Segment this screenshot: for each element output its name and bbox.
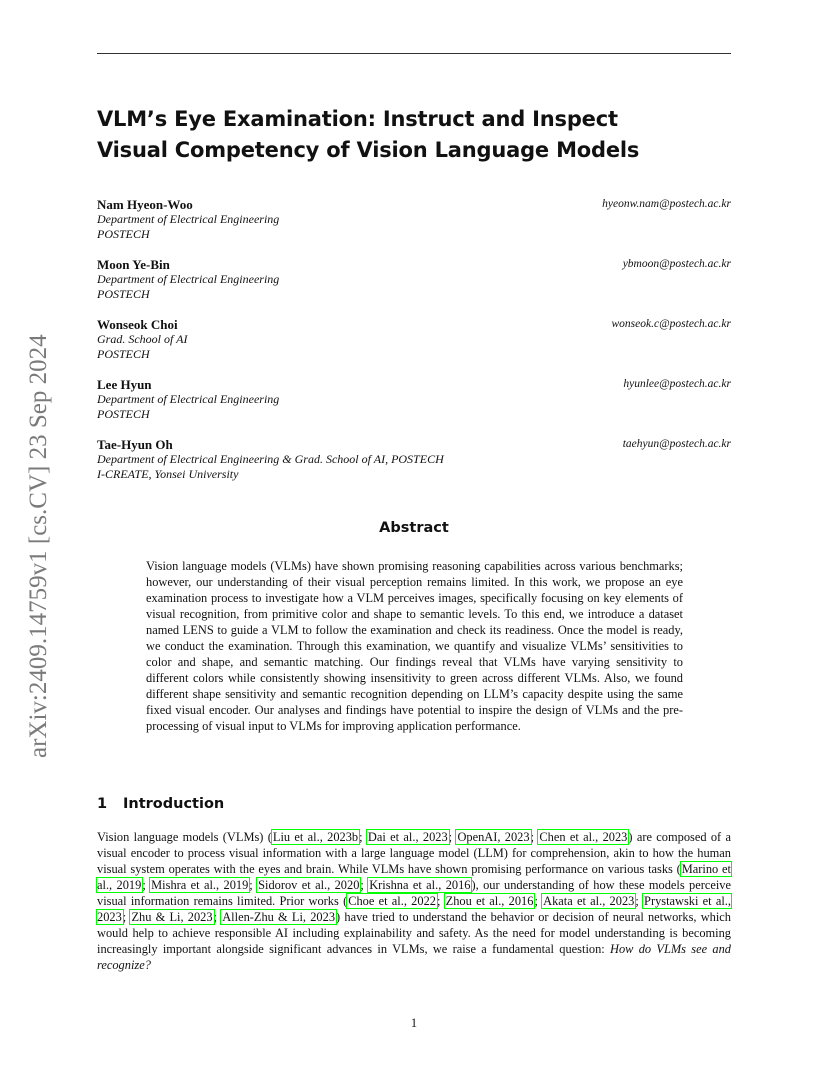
author-block — [97, 377, 731, 422]
author-affiliation: Department of Electrical Engineering — [97, 392, 280, 406]
abstract-heading: Abstract — [379, 520, 449, 536]
author-affiliation: Department of Electrical Engineering — [97, 272, 280, 286]
author-email[interactable]: wonseok.c@postech.ac.kr — [611, 318, 731, 330]
author-affiliation: Department of Electrical Engineering & Grad. School of AI, POSTECH — [97, 452, 444, 466]
citation-link[interactable]: Zhu & Li, 2023 — [131, 910, 213, 924]
author-email[interactable]: hyeonw.nam@postech.ac.kr — [602, 198, 731, 210]
arxiv-stamp[interactable]: arXiv:2409.14759v1 [cs.CV] 23 Sep 2024 — [25, 334, 52, 758]
intro-text: ; — [534, 894, 543, 908]
citation-link[interactable]: Liu et al., 2023b — [272, 830, 359, 844]
author-email[interactable]: taehyun@postech.ac.kr — [622, 438, 731, 450]
author-name: Wonseok Choi — [97, 317, 178, 332]
introduction-paragraph — [97, 829, 731, 973]
abstract-text: Vision language models (VLMs) have shown promising reasoning capabilities across various benchmarks; however, our understanding of their visual perception remains limited. In this work, we propose an eye examination process to investigate how a VLM perceives images, specifically focusing on key elements of visual recognition, from primitive color and shape to semantic levels. To this end, we introduce a dataset named LENS to guide a VLM to follow the examination and check its readiness. Once the model is ready, we conduct the examination. Through this examination, we quantify and visualize VLMs’ sensitivities to color and shape, and semantic matching. Our findings reveal that VLMs have varying sensitivity to different colors while consistently showing insensitivity to green across different VLMs. Also, we found different shape sensitivity and semantic recognition depending on LLM’s capacity despite using the same fixed visual encoder. Our analyses and findings have potential to inspire the design of VLMs and the pre-processing of visual input to VLMs for improving application performance. — [146, 559, 683, 733]
author-block — [97, 197, 731, 242]
page-number: 1 — [410, 1016, 418, 1030]
citation-link[interactable]: Sidorov et al., 2020 — [258, 878, 360, 892]
author-institution: I-CREATE, Yonsei University — [97, 467, 239, 481]
author-email[interactable]: ybmoon@postech.ac.kr — [622, 258, 731, 270]
citation-link[interactable]: Allen-Zhu & Li, 2023 — [222, 910, 336, 924]
intro-text: ; — [530, 830, 539, 844]
citation-link[interactable]: Zhou et al., 2016 — [445, 894, 534, 908]
author-email[interactable]: hyunlee@postech.ac.kr — [623, 378, 731, 390]
citation-link[interactable]: Marino et al., 2019 — [97, 862, 731, 892]
author-name: Moon Ye-Bin — [97, 257, 170, 272]
citation-link[interactable]: Chen et al., 2023 — [539, 830, 628, 844]
header-rule — [97, 53, 731, 54]
intro-text: ; — [448, 830, 457, 844]
intro-text: ; — [359, 830, 367, 844]
citation-link[interactable]: Prystawski et al., 2023 — [97, 894, 732, 924]
section-heading — [97, 796, 224, 812]
citation-link[interactable]: OpenAI, 2023 — [457, 830, 530, 844]
author-affiliation: Grad. School of AI — [97, 332, 188, 346]
intro-text: ; — [635, 894, 644, 908]
intro-text: ; — [249, 878, 258, 892]
intro-text: ; — [213, 910, 222, 924]
author-institution: POSTECH — [97, 407, 150, 421]
intro-text: ; — [142, 878, 151, 892]
author-institution: POSTECH — [97, 287, 150, 301]
intro-text: ; — [436, 894, 445, 908]
section-title: Introduction — [123, 796, 225, 812]
intro-text: ; — [122, 910, 131, 924]
author-affiliation: Department of Electrical Engineering — [97, 212, 280, 226]
author-block — [97, 257, 731, 302]
research-question: How do VLMs see and recognize? — [97, 942, 731, 972]
author-name: Tae-Hyun Oh — [97, 437, 173, 452]
citation-link[interactable]: Akata et al., 2023 — [543, 894, 635, 908]
section-number: 1 — [97, 796, 108, 812]
author-block — [97, 437, 731, 482]
author-block — [97, 317, 731, 362]
author-name: Nam Hyeon-Woo — [97, 197, 193, 212]
author-name: Lee Hyun — [97, 377, 152, 392]
intro-text: ) are composed of a visual encoder to process visual information with a large language model (LLM) for comprehension, akin to how the human visual system operates with the eyes and brain. While VLMs have shown promising performance on various tasks ( — [97, 830, 732, 876]
title-line-1: VLM’s Eye Examination: Instruct and Inspect — [97, 107, 618, 131]
author-institution: POSTECH — [97, 227, 150, 241]
intro-text: ), our understanding of how these models perceive visual information remains limited. Prior works ( — [97, 878, 731, 908]
intro-text: Vision language models (VLMs) ( — [97, 830, 272, 844]
title-line-2: Visual Competency of Vision Language Models — [97, 138, 640, 162]
citation-link[interactable]: Dai et al., 2023 — [367, 830, 448, 844]
citation-link[interactable]: Choe et al., 2022 — [348, 894, 436, 908]
citation-link[interactable]: Mishra et al., 2019 — [151, 878, 249, 892]
intro-text: ) have tried to understand the behavior or decision of neural networks, which would help to achieve responsible AI including explainability and safety. As the need for model understanding is becoming increasingly important alongside significant advances in VLMs, we raise a fundamental question: — [97, 910, 731, 956]
author-institution: POSTECH — [97, 347, 150, 361]
paper-title — [97, 104, 717, 166]
citation-link[interactable]: Krishna et al., 2016 — [369, 878, 471, 892]
intro-text: ; — [360, 878, 369, 892]
